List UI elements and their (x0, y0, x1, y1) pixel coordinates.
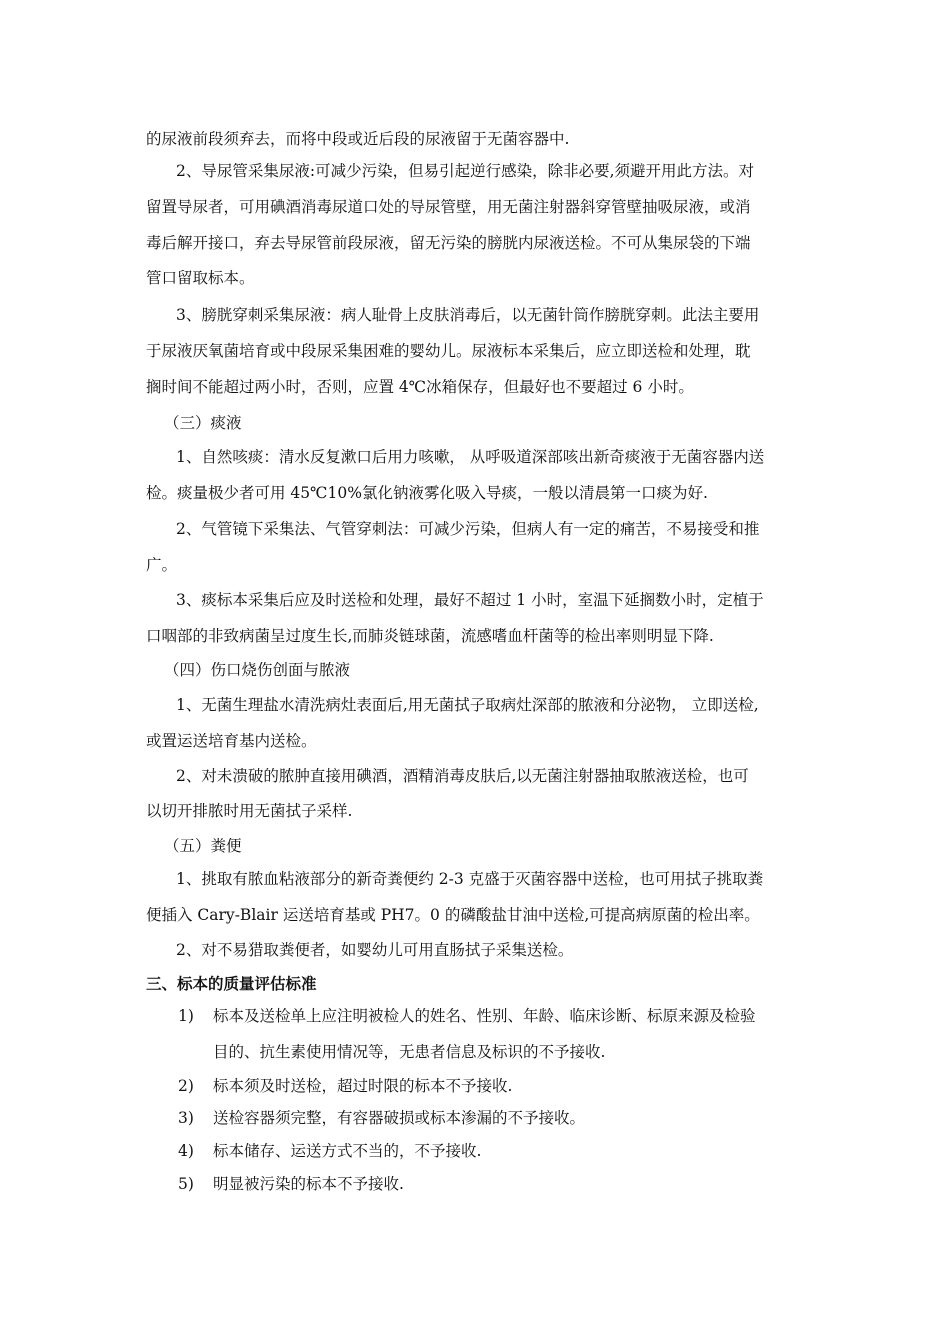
paragraph-line: 2、气管镜下采集法、气管穿刺法：可减少污染，但病人有一定的痛苦，不易接受和推 (176, 520, 760, 538)
paragraph-line: 广。 (146, 556, 178, 574)
list-item-text: 明显被污染的标本不予接收. (213, 1175, 404, 1193)
subsection-heading: （三）痰液 (164, 414, 242, 432)
paragraph-line: 3、膀胱穿刺采集尿液：病人耻骨上皮肤消毒后，以无菌针筒作膀胱穿刺。此法主要用 (176, 306, 760, 324)
paragraph-line: 的尿液前段须弃去，而将中段或近后段的尿液留于无菌容器中. (146, 130, 570, 148)
paragraph-line: 搁时间不能超过两小时，否则，应置 4℃冰箱保存，但最好也不要超过 6 小时。 (146, 378, 694, 396)
section-heading: 三、标本的质量评估标准 (146, 975, 317, 993)
list-item-number: 1) (178, 1007, 194, 1025)
paragraph-line: 1、无菌生理盐水清洗病灶表面后,用无菌拭子取病灶深部的脓液和分泌物， 立即送检, (176, 696, 759, 714)
list-item-number: 2) (178, 1077, 194, 1095)
list-item-text: 目的、抗生素使用情况等，无患者信息及标识的不予接收. (213, 1043, 606, 1061)
paragraph-line: 2、导尿管采集尿液:可减少污染，但易引起逆行感染，除非必要,须避开用此方法。对 (176, 162, 755, 180)
list-item-number: 3) (178, 1109, 194, 1127)
list-item-text: 送检容器须完整，有容器破损或标本渗漏的不予接收。 (213, 1109, 586, 1127)
paragraph-line: 1、挑取有脓血粘液部分的新奇粪便约 2-3 克盛于灭菌容器中送检，也可用拭子挑取粪 (176, 870, 764, 888)
paragraph-line: 毒后解开接口，弃去导尿管前段尿液，留无污染的膀胱内尿液送检。不可从集尿袋的下端 (146, 234, 751, 252)
paragraph-line: 口咽部的非致病菌呈过度生长,而肺炎链球菌，流感嗜血杆菌等的检出率则明显下降. (146, 627, 714, 645)
paragraph-line: 以切开排脓时用无菌拭子采样. (146, 802, 353, 820)
list-item-text: 标本储存、运送方式不当的，不予接收. (213, 1142, 482, 1160)
subsection-heading: （四）伤口烧伤创面与脓液 (164, 661, 351, 679)
paragraph-line: 2、对未溃破的脓肿直接用碘酒，酒精消毒皮肤后,以无菌注射器抽取脓液送检，也可 (176, 767, 749, 785)
list-item-text: 标本及送检单上应注明被检人的姓名、性别、年龄、临床诊断、标原来源及检验 (213, 1007, 756, 1025)
paragraph-line: 2、对不易猎取粪便者，如婴幼儿可用直肠拭子采集送检。 (176, 941, 574, 959)
paragraph-line: 3、痰标本采集后应及时送检和处理，最好不超过 1 小时，室温下延搁数小时，定植于 (176, 591, 764, 609)
paragraph-line: 管口留取标本。 (146, 269, 255, 287)
paragraph-line: 检。痰量极少者可用 45℃10%氯化钠液雾化吸入导痰，一般以清晨第一口痰为好. (146, 484, 708, 502)
list-item-number: 5) (178, 1175, 194, 1193)
paragraph-line: 或置运送培育基内送检。 (146, 732, 317, 750)
paragraph-line: 便插入 Cary-Blair 运送培育基或 PH7。0 的磷酸盐甘油中送检,可提高病原菌的检出率。 (146, 906, 760, 924)
paragraph-line: 于尿液厌氧菌培育或中段尿采集困难的婴幼儿。尿液标本采集后，应立即送检和处理，耽 (146, 342, 751, 360)
paragraph-line: 留置导尿者，可用碘酒消毒尿道口处的导尿管壁，用无菌注射器斜穿管壁抽吸尿液，或消 (146, 198, 751, 216)
paragraph-line: 1、自然咳痰：清水反复漱口后用力咳嗽， 从呼吸道深部咳出新奇痰液于无菌容器内送 (176, 448, 765, 466)
list-item-text: 标本须及时送检，超过时限的标本不予接收. (213, 1077, 513, 1095)
list-item-number: 4) (178, 1142, 194, 1160)
subsection-heading: （五）粪便 (164, 837, 242, 855)
